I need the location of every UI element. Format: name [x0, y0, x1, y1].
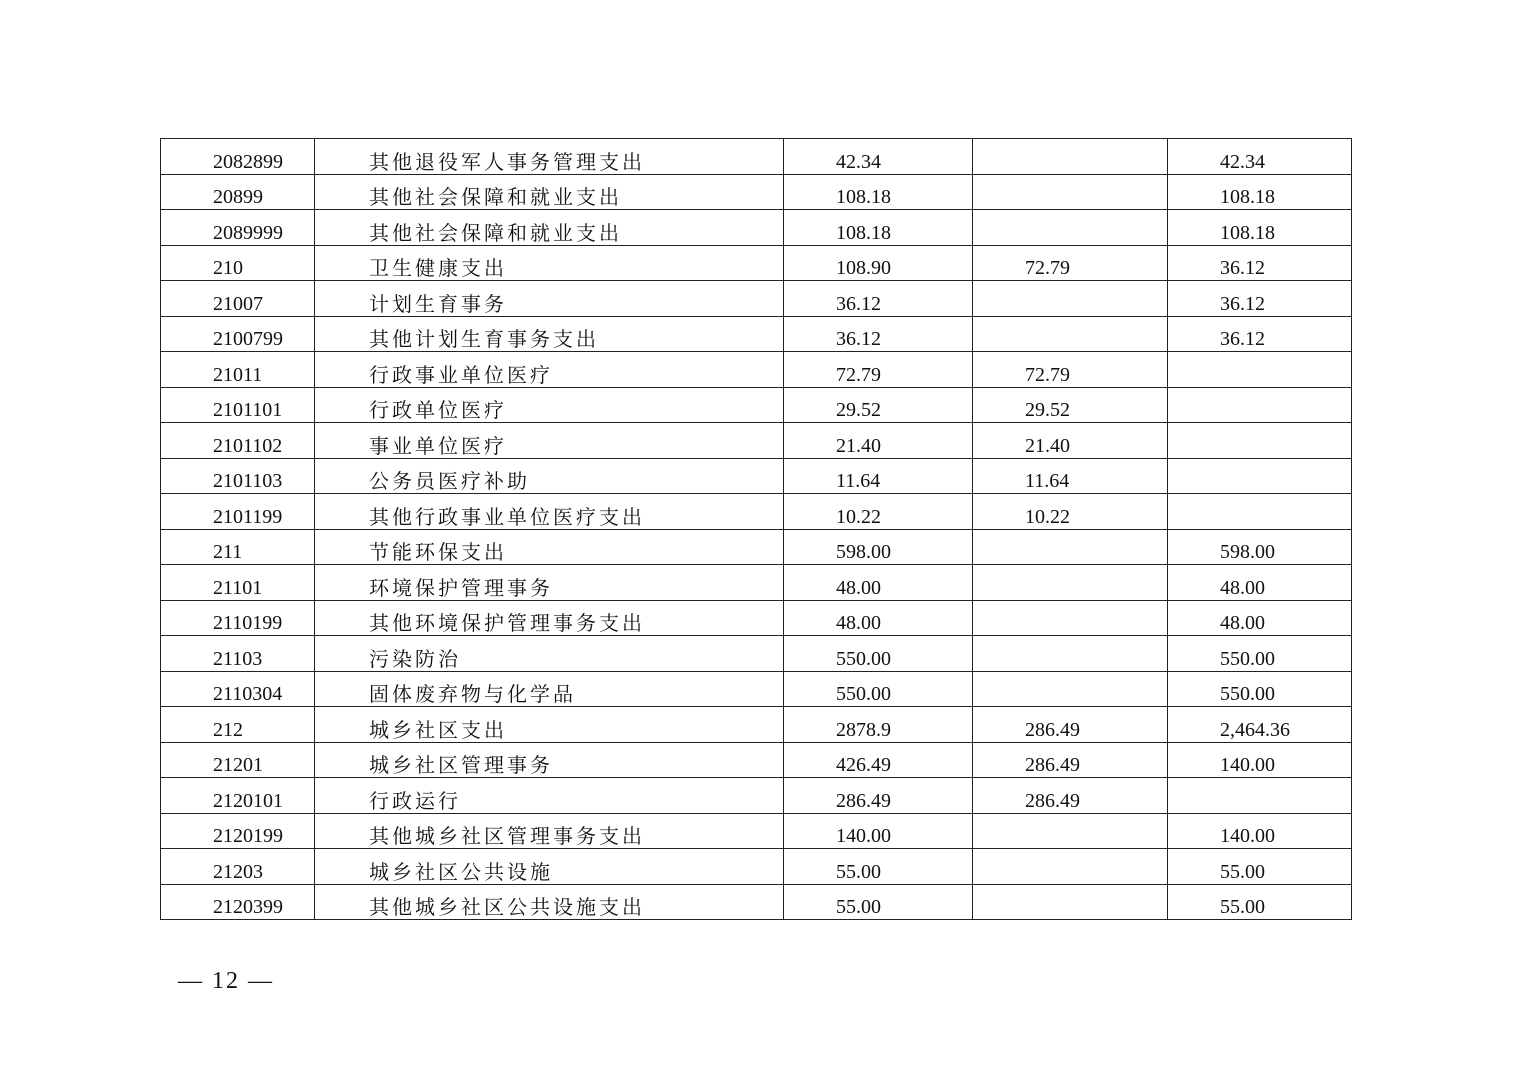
project-expense-cell — [1168, 423, 1352, 459]
total-cell: 140.00 — [784, 813, 973, 849]
code-cell: 20899 — [161, 174, 315, 210]
name-cell: 行政事业单位医疗 — [315, 352, 784, 388]
code-cell: 210 — [161, 245, 315, 281]
basic-expense-cell: 286.49 — [973, 742, 1168, 778]
basic-expense-cell — [973, 636, 1168, 672]
total-cell: 42.34 — [784, 139, 973, 175]
code-cell: 212 — [161, 707, 315, 743]
project-expense-cell: 108.18 — [1168, 174, 1352, 210]
name-cell: 其他城乡社区公共设施支出 — [315, 884, 784, 920]
total-cell: 48.00 — [784, 600, 973, 636]
basic-expense-cell: 21.40 — [973, 423, 1168, 459]
total-cell: 550.00 — [784, 671, 973, 707]
table-row — [161, 423, 1352, 459]
basic-expense-cell — [973, 565, 1168, 601]
name-cell: 公务员医疗补助 — [315, 458, 784, 494]
project-expense-cell: 48.00 — [1168, 565, 1352, 601]
name-cell: 行政单位医疗 — [315, 387, 784, 423]
project-expense-cell: 55.00 — [1168, 884, 1352, 920]
table-row — [161, 636, 1352, 672]
code-cell: 2101103 — [161, 458, 315, 494]
name-cell: 其他行政事业单位医疗支出 — [315, 494, 784, 530]
project-expense-cell: 42.34 — [1168, 139, 1352, 175]
project-expense-cell: 108.18 — [1168, 210, 1352, 246]
code-cell: 2120399 — [161, 884, 315, 920]
name-cell: 其他社会保障和就业支出 — [315, 210, 784, 246]
total-cell: 48.00 — [784, 565, 973, 601]
code-cell: 2120199 — [161, 813, 315, 849]
table-row — [161, 849, 1352, 885]
table-row — [161, 778, 1352, 814]
basic-expense-cell — [973, 671, 1168, 707]
basic-expense-cell — [973, 139, 1168, 175]
basic-expense-cell: 72.79 — [973, 245, 1168, 281]
table-row — [161, 565, 1352, 601]
code-cell: 21203 — [161, 849, 315, 885]
name-cell: 污染防治 — [315, 636, 784, 672]
name-cell: 其他城乡社区管理事务支出 — [315, 813, 784, 849]
total-cell: 550.00 — [784, 636, 973, 672]
table-row — [161, 245, 1352, 281]
code-cell: 21103 — [161, 636, 315, 672]
basic-expense-cell — [973, 174, 1168, 210]
project-expense-cell: 550.00 — [1168, 636, 1352, 672]
basic-expense-cell — [973, 281, 1168, 317]
code-cell: 2100799 — [161, 316, 315, 352]
table-row — [161, 281, 1352, 317]
name-cell: 计划生育事务 — [315, 281, 784, 317]
code-cell: 21007 — [161, 281, 315, 317]
basic-expense-cell: 29.52 — [973, 387, 1168, 423]
table-row — [161, 387, 1352, 423]
name-cell: 其他环境保护管理事务支出 — [315, 600, 784, 636]
code-cell: 2101101 — [161, 387, 315, 423]
table-row — [161, 671, 1352, 707]
name-cell: 节能环保支出 — [315, 529, 784, 565]
name-cell: 其他计划生育事务支出 — [315, 316, 784, 352]
table-row — [161, 494, 1352, 530]
name-cell: 卫生健康支出 — [315, 245, 784, 281]
table-row — [161, 529, 1352, 565]
project-expense-cell — [1168, 387, 1352, 423]
code-cell: 21201 — [161, 742, 315, 778]
table-row — [161, 707, 1352, 743]
code-cell: 21011 — [161, 352, 315, 388]
table-row — [161, 600, 1352, 636]
basic-expense-cell — [973, 849, 1168, 885]
code-cell: 2110304 — [161, 671, 315, 707]
table-row — [161, 813, 1352, 849]
basic-expense-cell: 72.79 — [973, 352, 1168, 388]
total-cell: 36.12 — [784, 281, 973, 317]
table-row — [161, 742, 1352, 778]
project-expense-cell: 36.12 — [1168, 281, 1352, 317]
total-cell: 286.49 — [784, 778, 973, 814]
project-expense-cell: 36.12 — [1168, 316, 1352, 352]
table-row — [161, 174, 1352, 210]
total-cell: 108.90 — [784, 245, 973, 281]
project-expense-cell: 55.00 — [1168, 849, 1352, 885]
project-expense-cell: 140.00 — [1168, 742, 1352, 778]
basic-expense-cell: 11.64 — [973, 458, 1168, 494]
total-cell: 108.18 — [784, 174, 973, 210]
name-cell: 行政运行 — [315, 778, 784, 814]
code-cell: 2120101 — [161, 778, 315, 814]
total-cell: 29.52 — [784, 387, 973, 423]
basic-expense-cell — [973, 813, 1168, 849]
total-cell: 2878.9 — [784, 707, 973, 743]
page-number: — 12 — — [178, 968, 274, 994]
basic-expense-cell — [973, 316, 1168, 352]
name-cell: 城乡社区支出 — [315, 707, 784, 743]
code-cell: 2110199 — [161, 600, 315, 636]
project-expense-cell: 140.00 — [1168, 813, 1352, 849]
total-cell: 108.18 — [784, 210, 973, 246]
budget-table-body — [161, 139, 1352, 920]
table-row — [161, 458, 1352, 494]
project-expense-cell — [1168, 458, 1352, 494]
project-expense-cell: 36.12 — [1168, 245, 1352, 281]
name-cell: 其他退役军人事务管理支出 — [315, 139, 784, 175]
name-cell: 城乡社区公共设施 — [315, 849, 784, 885]
code-cell: 211 — [161, 529, 315, 565]
table-row — [161, 316, 1352, 352]
project-expense-cell: 48.00 — [1168, 600, 1352, 636]
basic-expense-cell: 286.49 — [973, 778, 1168, 814]
table-row — [161, 210, 1352, 246]
total-cell: 598.00 — [784, 529, 973, 565]
total-cell: 72.79 — [784, 352, 973, 388]
project-expense-cell — [1168, 352, 1352, 388]
total-cell: 55.00 — [784, 849, 973, 885]
project-expense-cell — [1168, 778, 1352, 814]
name-cell: 城乡社区管理事务 — [315, 742, 784, 778]
name-cell: 固体废弃物与化学品 — [315, 671, 784, 707]
project-expense-cell: 550.00 — [1168, 671, 1352, 707]
code-cell: 2089999 — [161, 210, 315, 246]
project-expense-cell — [1168, 494, 1352, 530]
name-cell: 环境保护管理事务 — [315, 565, 784, 601]
table-row — [161, 139, 1352, 175]
name-cell: 其他社会保障和就业支出 — [315, 174, 784, 210]
basic-expense-cell — [973, 210, 1168, 246]
basic-expense-cell — [973, 884, 1168, 920]
basic-expense-cell: 286.49 — [973, 707, 1168, 743]
budget-table — [160, 138, 1352, 920]
total-cell: 36.12 — [784, 316, 973, 352]
total-cell: 21.40 — [784, 423, 973, 459]
basic-expense-cell — [973, 600, 1168, 636]
total-cell: 55.00 — [784, 884, 973, 920]
basic-expense-cell: 10.22 — [973, 494, 1168, 530]
code-cell: 2101102 — [161, 423, 315, 459]
project-expense-cell: 598.00 — [1168, 529, 1352, 565]
total-cell: 11.64 — [784, 458, 973, 494]
table-row — [161, 352, 1352, 388]
code-cell: 2082899 — [161, 139, 315, 175]
basic-expense-cell — [973, 529, 1168, 565]
table-row — [161, 884, 1352, 920]
total-cell: 426.49 — [784, 742, 973, 778]
code-cell: 21101 — [161, 565, 315, 601]
code-cell: 2101199 — [161, 494, 315, 530]
project-expense-cell: 2,464.36 — [1168, 707, 1352, 743]
total-cell: 10.22 — [784, 494, 973, 530]
name-cell: 事业单位医疗 — [315, 423, 784, 459]
